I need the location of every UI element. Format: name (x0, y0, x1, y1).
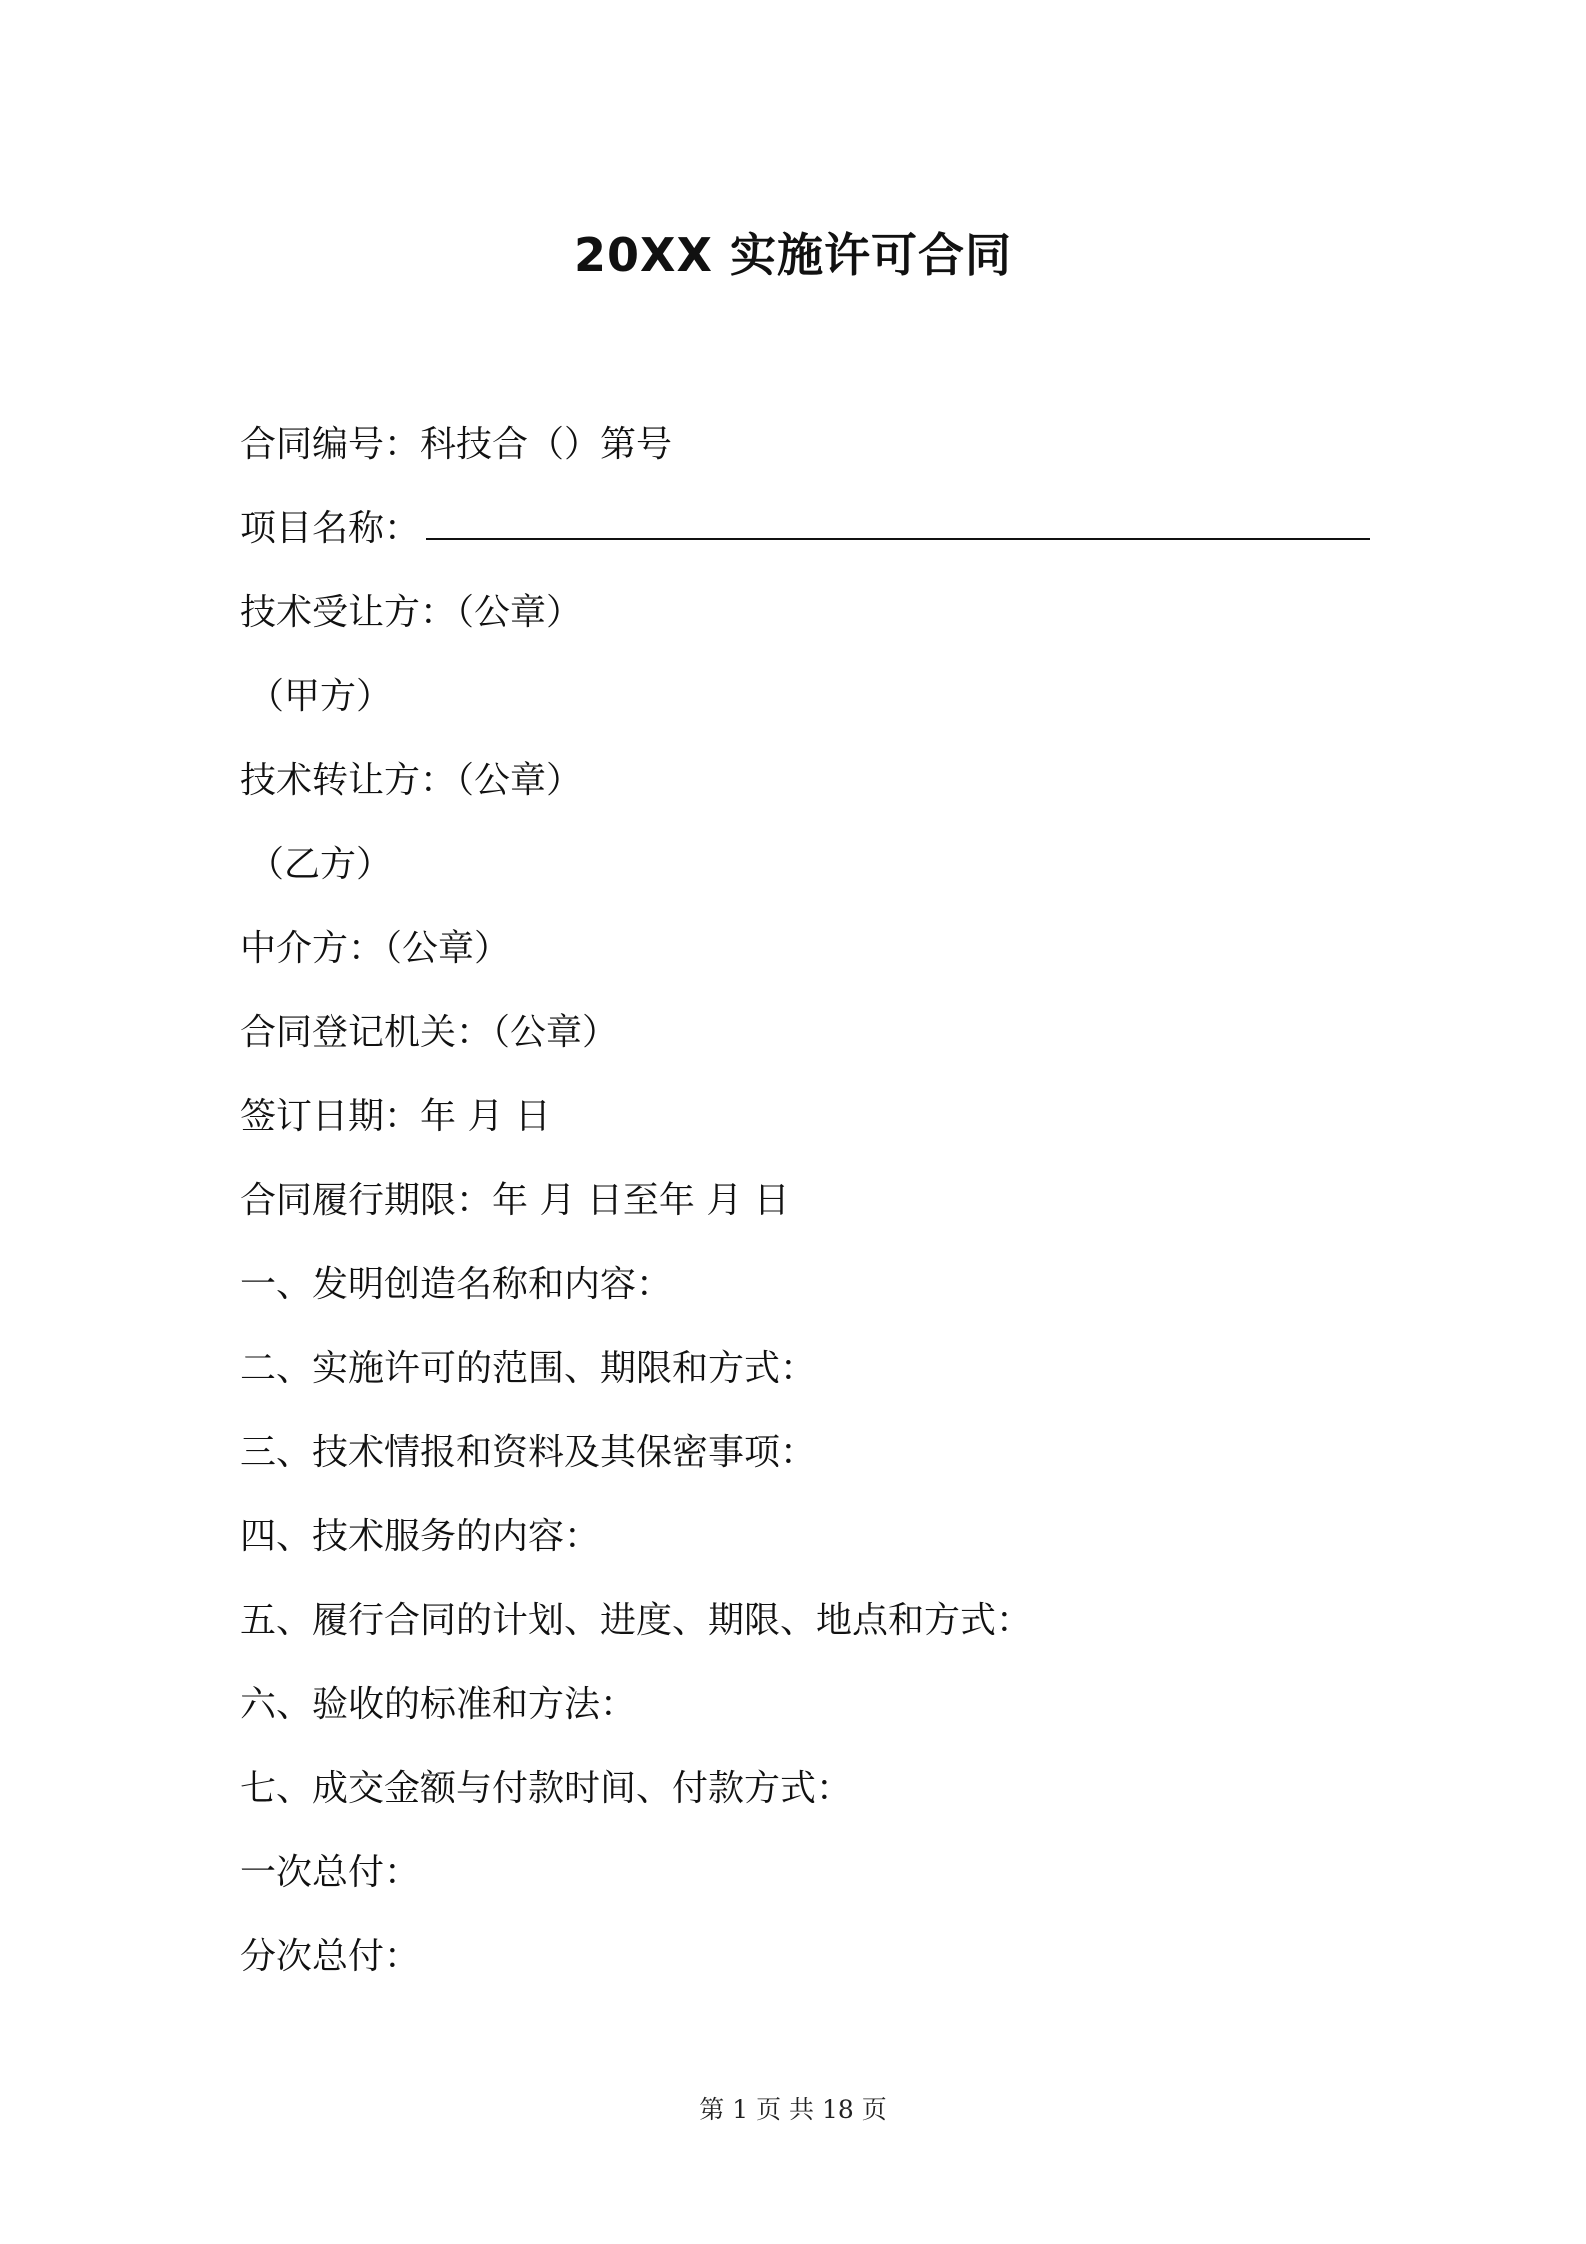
section-4-heading: 四、技术服务的内容： (240, 1516, 601, 1557)
party-a-line: （甲方） (248, 676, 393, 717)
party-b-line: （乙方） (248, 844, 393, 885)
document-title: 20XX 实施许可合同 (574, 228, 1012, 282)
contract-fields (240, 403, 1360, 1999)
project-name-blank (426, 536, 1370, 540)
section-6-heading: 六、验收的标准和方法： (240, 1684, 637, 1725)
project-name-label: 项目名称： (240, 508, 421, 549)
installment-payment-line: 分次总付： (240, 1936, 421, 1977)
contract-number-line: 合同编号：科技合（）第号 (240, 424, 673, 465)
intermediary-line: 中介方：（公章） (240, 928, 511, 969)
section-3-heading: 三、技术情报和资料及其保密事项： (240, 1432, 817, 1473)
section-7-heading: 七、成交金额与付款时间、付款方式： (240, 1768, 853, 1809)
section-2-heading: 二、实施许可的范围、期限和方式： (240, 1348, 817, 1389)
project-name-line (240, 487, 1360, 571)
performance-period-line: 合同履行期限：年 月 日至年 月 日 (240, 1180, 790, 1221)
lump-sum-payment-line: 一次总付： (240, 1852, 421, 1893)
licensor-line: 技术转让方：（公章） (240, 760, 583, 801)
signing-date-line: 签订日期：年 月 日 (240, 1096, 551, 1137)
page-footer: 第 1 页 共 18 页 (699, 2095, 887, 2124)
section-5-heading: 五、履行合同的计划、进度、期限、地点和方式： (240, 1600, 1033, 1641)
section-1-heading: 一、发明创造名称和内容： (240, 1264, 673, 1305)
registration-authority-line: 合同登记机关：（公章） (240, 1012, 619, 1053)
licensee-line: 技术受让方：（公章） (240, 592, 583, 633)
